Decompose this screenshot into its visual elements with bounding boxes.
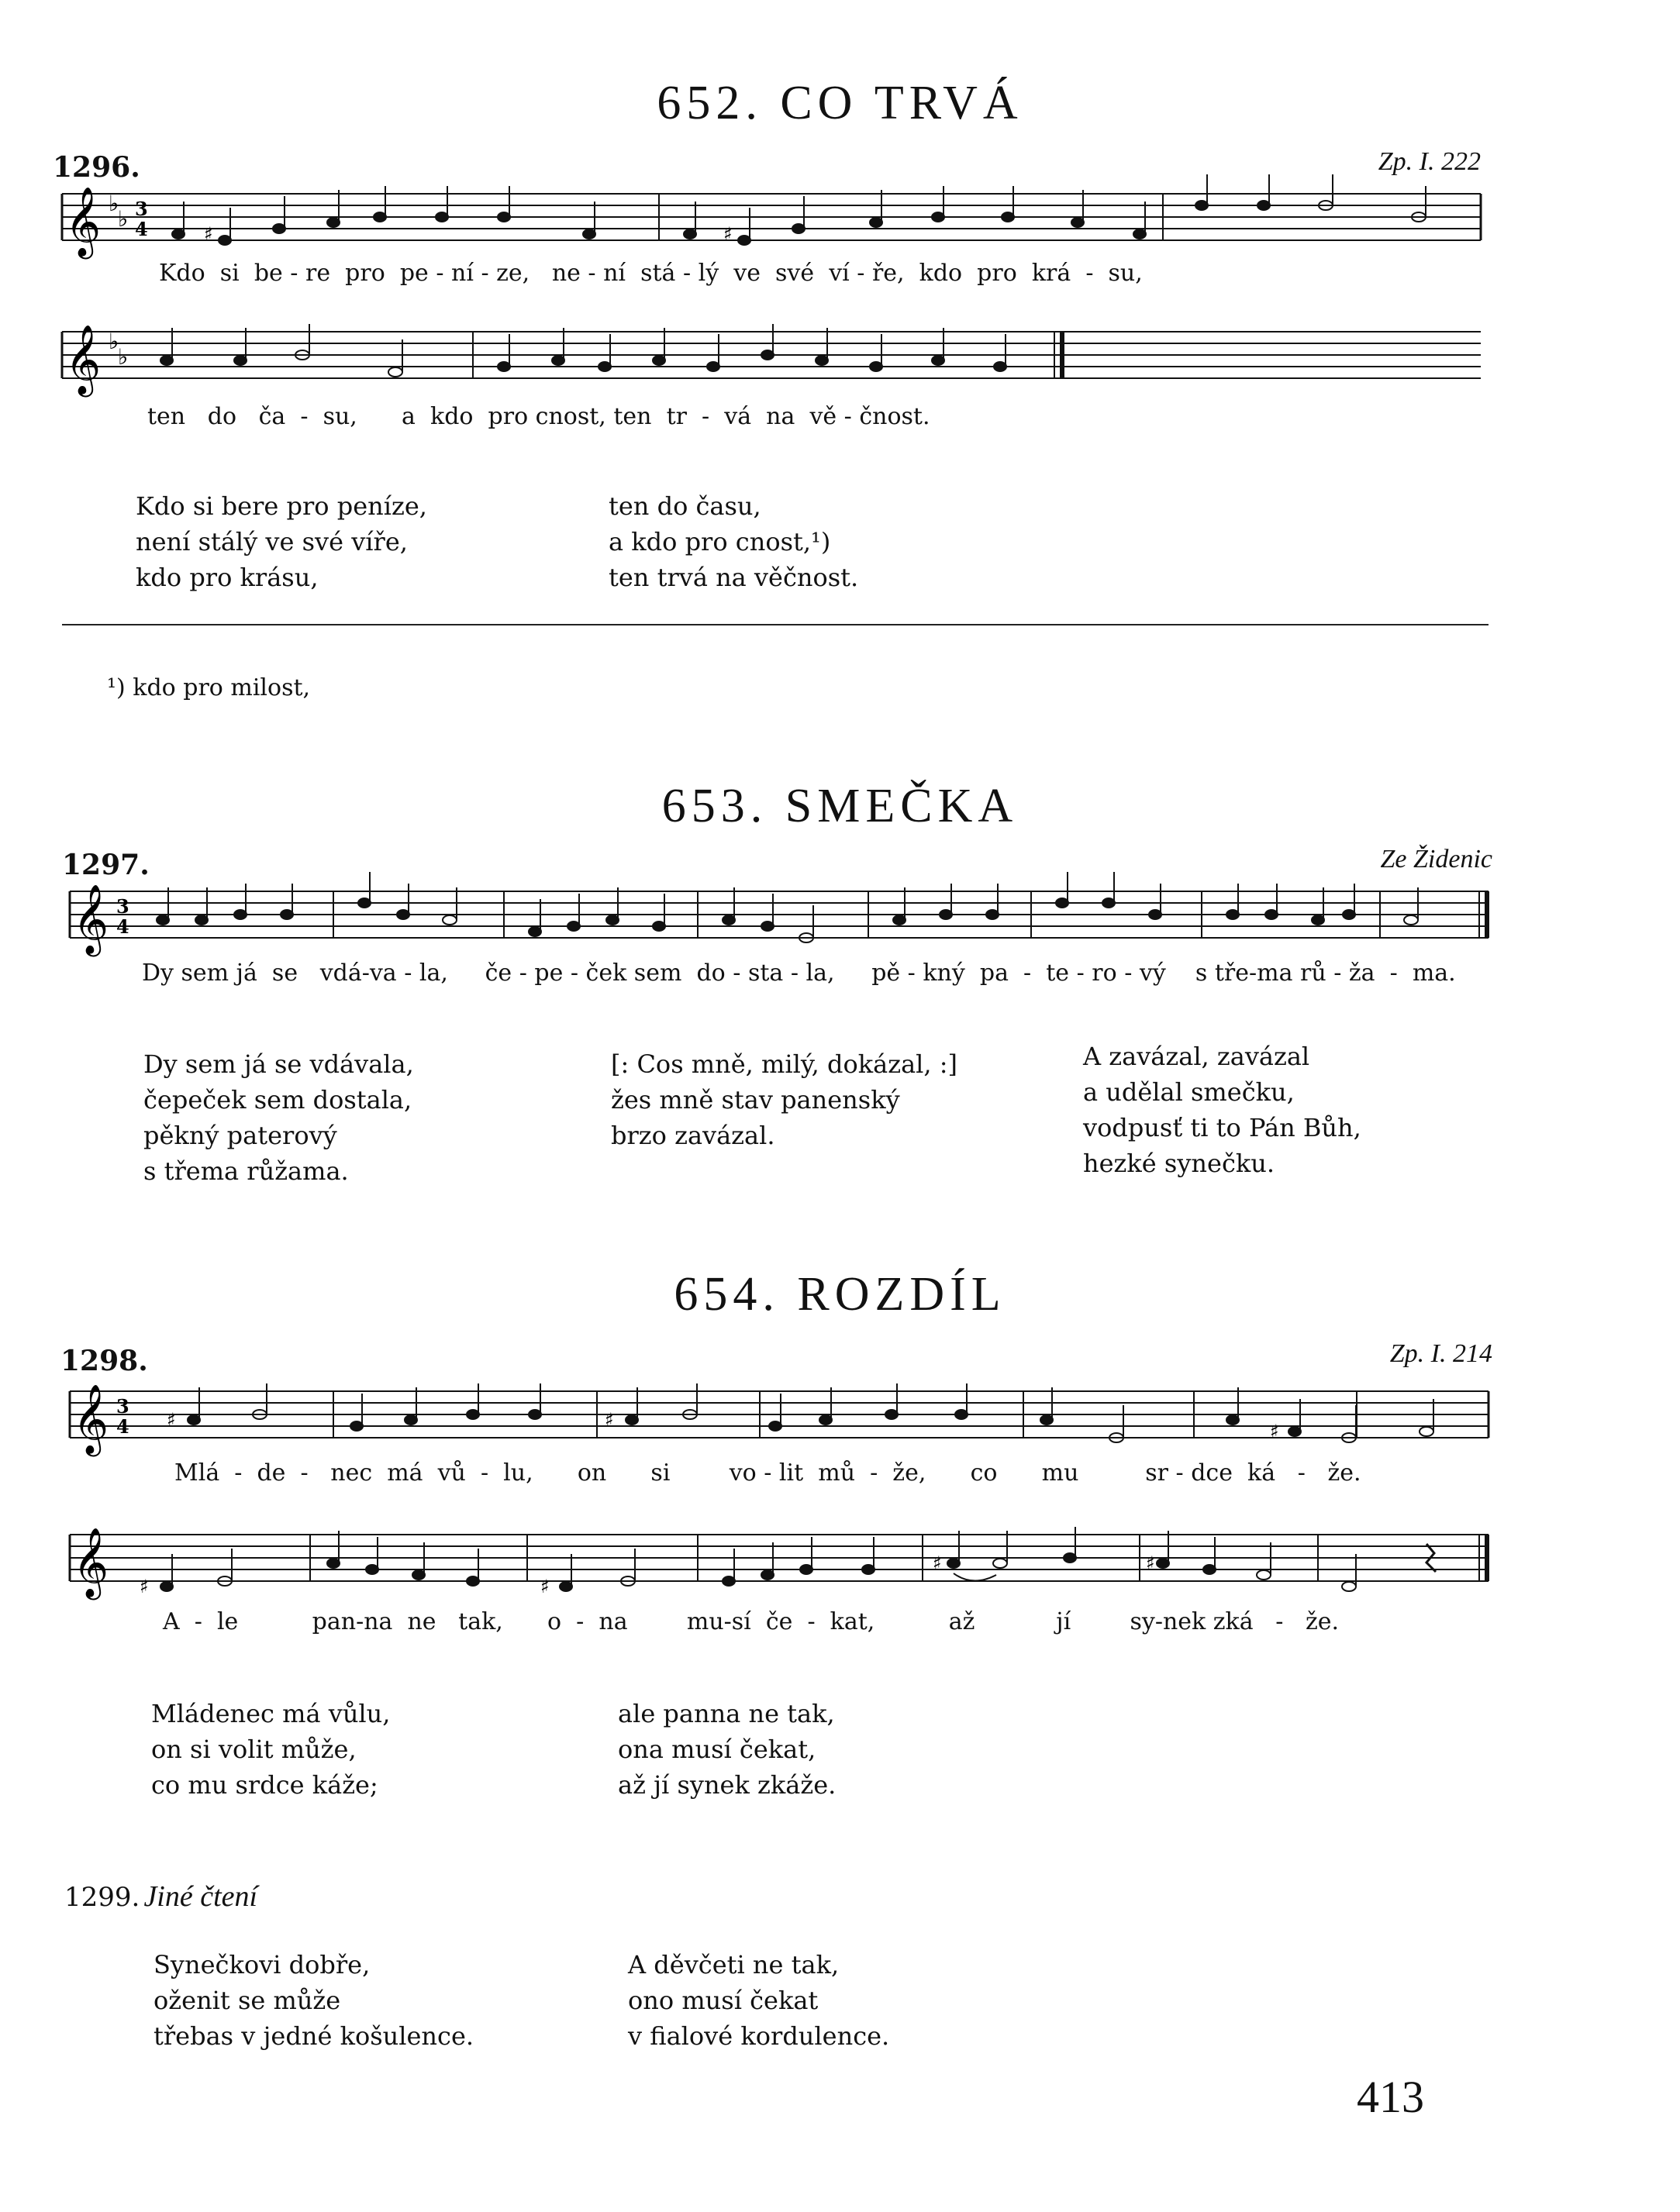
verse-line: A zavázal, zavázal: [1083, 1042, 1310, 1071]
verse-line: třebas v jedné košulence.: [154, 2021, 474, 2051]
svg-text:♯: ♯: [167, 1409, 176, 1431]
alternate-verse-right: [628, 1947, 889, 2054]
verse-line: on si volit může,: [151, 1735, 357, 1764]
verse-line: a udělal smečku,: [1083, 1077, 1295, 1107]
verse-line: vodpusť ti to Pán Bůh,: [1083, 1113, 1361, 1142]
verse-line: a kdo pro cnost,¹): [609, 527, 831, 556]
svg-text:♯: ♯: [933, 1552, 942, 1574]
verse-line: v fialové kordulence.: [628, 2021, 890, 2051]
svg-text:♯: ♯: [140, 1576, 149, 1597]
melody-number: 1297.: [62, 849, 150, 881]
source-reference: Zp. I. 214: [1389, 1339, 1492, 1368]
svg-text:3: 3: [116, 895, 129, 918]
music-staff: [62, 884, 1496, 961]
lyrics-line: Dy sem já se vdá-va - la, če - pe - ček sem do - sta - la, pě - kný pa - te - ro - vý s tře-ma rů - ža - ma.: [142, 960, 1456, 987]
footnote: ¹) kdo pro milost,: [107, 674, 311, 701]
verse-line: není stálý ve své víře,: [136, 527, 408, 556]
verse-line: pěkný paterový: [143, 1121, 337, 1150]
svg-text:𝄞: 𝄞: [73, 1384, 109, 1454]
svg-text:4: 4: [135, 218, 148, 240]
verse-line: brzo zavázal.: [611, 1121, 775, 1150]
melody-number: 1298.: [60, 1345, 148, 1377]
verse-line: hezké synečku.: [1083, 1149, 1275, 1178]
svg-text:3: 3: [135, 198, 148, 220]
verse-line: kdo pro krásu,: [136, 563, 319, 592]
verse-line: ale panna ne tak,: [618, 1699, 835, 1728]
svg-text:𝄞: 𝄞: [73, 884, 109, 954]
lyrics-line: A - le pan-na ne tak, o - na mu-sí če - kat, až jí sy-nek zká - že.: [163, 1608, 1340, 1635]
verse-line: Dy sem já se vdávala,: [143, 1049, 414, 1079]
music-staff: [54, 324, 1489, 401]
page-number: 413: [1357, 2072, 1424, 2122]
verse-column-right: [609, 488, 858, 595]
verse-line: ten do času,: [609, 491, 761, 521]
verse-column-2: [611, 1046, 957, 1153]
verse-column-right: [618, 1696, 836, 1803]
lyrics-line: ten do ča - su, a kdo pro cnost, ten tr - vá na vě - čnost.: [147, 403, 930, 430]
verse-column-3: [1083, 1039, 1361, 1181]
music-staff: [62, 1383, 1496, 1461]
melody-number: 1296.: [53, 151, 140, 184]
verse-line: s třema růžama.: [143, 1156, 349, 1186]
svg-text:♭: ♭: [118, 206, 129, 232]
source-reference: Ze Židenic: [1380, 845, 1492, 873]
verse-line: Kdo si bere pro peníze,: [136, 491, 427, 521]
svg-text:♭: ♭: [109, 329, 119, 354]
verse-line: A děvčeti ne tak,: [628, 1950, 840, 1979]
verse-line: Mládenec má vůlu,: [151, 1699, 391, 1728]
source-reference: Zp. I. 222: [1378, 147, 1481, 176]
verse-line: ono musí čekat: [628, 1986, 819, 2015]
svg-text:♭: ♭: [118, 344, 129, 370]
music-staff: [62, 1527, 1496, 1604]
verse-line: žes mně stav panenský: [611, 1085, 900, 1115]
verse-line: Synečkovi dobře,: [154, 1950, 371, 1979]
alternate-reading-title: Jiné čtení: [143, 1880, 258, 1913]
verse-line: co mu srdce káže;: [151, 1770, 378, 1800]
lyrics-line: Kdo si be - re pro pe - ní - ze, ne - ní stá - lý ve své ví - ře, kdo pro krá - su,: [159, 260, 1143, 287]
svg-text:𝄞: 𝄞: [65, 187, 102, 257]
svg-text:♯: ♯: [723, 223, 733, 245]
verse-line: [: Cos mně, milý, dokázal, :]: [611, 1049, 957, 1079]
svg-text:♯: ♯: [605, 1409, 614, 1431]
alternate-verse-left: [154, 1947, 474, 2054]
svg-text:4: 4: [116, 1415, 129, 1438]
music-staff: [54, 186, 1489, 264]
svg-text:♯: ♯: [540, 1576, 550, 1597]
svg-text:♭: ♭: [109, 191, 119, 216]
svg-text:4: 4: [116, 915, 129, 938]
verse-line: oženit se může: [154, 1986, 341, 2015]
alternate-reading-number: 1299.: [64, 1882, 140, 1913]
verse-column-1: [143, 1046, 414, 1189]
verse-line: ten trvá na věčnost.: [609, 563, 859, 592]
song-title: 653. SMEČKA: [661, 780, 1019, 832]
verse-line: čepeček sem dostala,: [143, 1085, 412, 1115]
svg-text:♯: ♯: [1146, 1552, 1155, 1574]
svg-text:3: 3: [116, 1395, 129, 1418]
verse-column-left: [136, 488, 427, 595]
alternate-reading-heading: [64, 1880, 257, 1914]
svg-text:𝄞: 𝄞: [73, 1528, 109, 1597]
verse-column-left: [151, 1696, 390, 1803]
lyrics-line: Mlá - de - nec má vů - lu, on si vo - lit mů - že, co mu sr - dce ká - že.: [174, 1459, 1361, 1487]
svg-text:♯: ♯: [204, 223, 213, 245]
svg-text:♯: ♯: [1270, 1421, 1279, 1442]
verse-line: až jí synek zkáže.: [618, 1770, 837, 1800]
song-title: 654. ROZDÍL: [674, 1268, 1006, 1321]
svg-text:𝄞: 𝄞: [65, 325, 102, 395]
song-title: 652. CO TRVÁ: [657, 77, 1023, 129]
footnote-divider: [62, 624, 1489, 625]
verse-line: ona musí čekat,: [618, 1735, 816, 1764]
